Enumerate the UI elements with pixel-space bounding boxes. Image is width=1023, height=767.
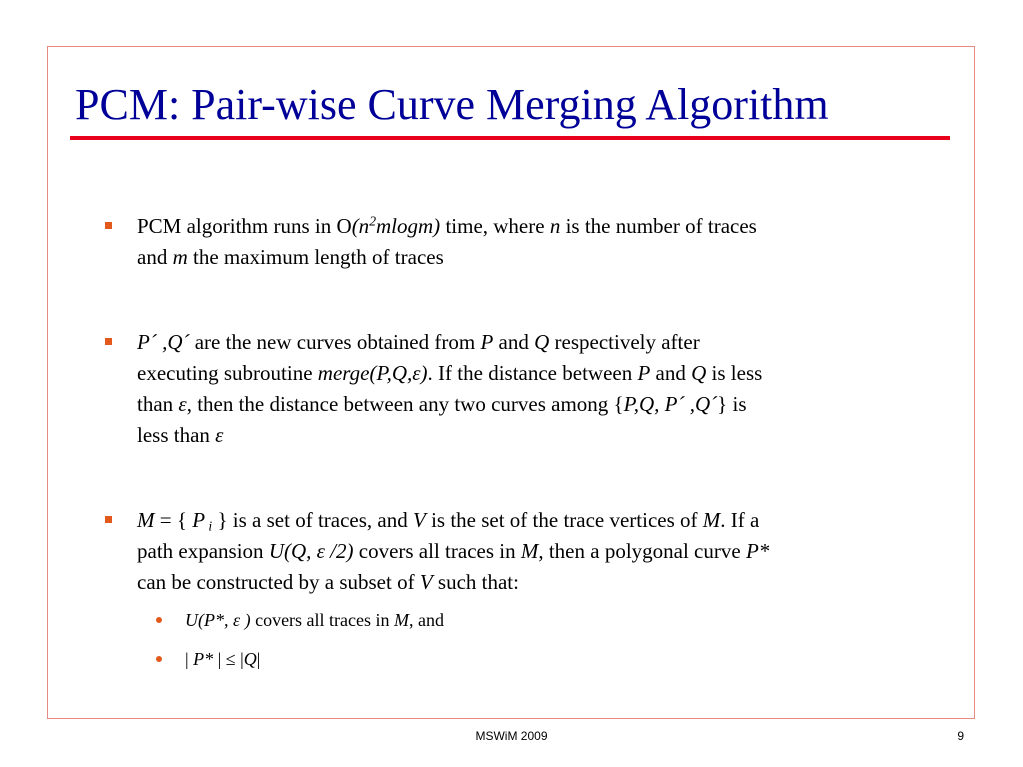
text-line: | P* | ≤ |Q| — [185, 649, 261, 669]
bullet-text — [137, 505, 937, 598]
text-line: path expansion U(Q, ε /2) covers all traces in M, then a polygonal curve P* — [137, 539, 770, 563]
sub-bullet-text — [185, 646, 885, 672]
round-bullet-icon — [156, 617, 162, 623]
bullet-runtime — [137, 211, 937, 273]
bullet-text — [137, 211, 937, 273]
round-bullet-icon — [156, 656, 162, 662]
footer-conference: MSWiM 2009 — [475, 729, 548, 743]
text-line: executing subroutine merge(P,Q,ε). If the distance between P and Q is less — [137, 361, 763, 385]
text-line: than ε, then the distance between any two curves among {P,Q, P´ ,Q´} is — [137, 392, 747, 416]
sub-bullet-size — [185, 646, 885, 672]
text-line: can be constructed by a subset of V such that: — [137, 570, 519, 594]
slide-title: PCM: Pair-wise Curve Merging Algorithm — [75, 80, 829, 129]
bullet-text — [137, 327, 937, 451]
square-bullet-icon — [105, 516, 112, 523]
square-bullet-icon — [105, 222, 112, 229]
square-bullet-icon — [105, 338, 112, 345]
sub-bullet-coverage — [185, 607, 885, 633]
page-number: 9 — [957, 729, 964, 743]
text-line: and m the maximum length of traces — [137, 245, 444, 269]
text-line: U(P*, ε ) covers all traces in M, and — [185, 610, 445, 630]
bullet-merge — [137, 327, 937, 451]
text-line: P´ ,Q´ are the new curves obtained from P and Q respectively after — [137, 330, 700, 354]
sub-bullet-text — [185, 607, 885, 633]
text-line: less than ε — [137, 423, 224, 447]
text-line: M = { P $_i$ } is a set of traces, and V is the set of the trace vertices of M. If a — [137, 508, 760, 534]
bullet-path-expansion — [137, 505, 937, 598]
text-line: PCM algorithm runs in $O(n^2mlogm)$ time, where n is the number of traces — [137, 213, 757, 238]
